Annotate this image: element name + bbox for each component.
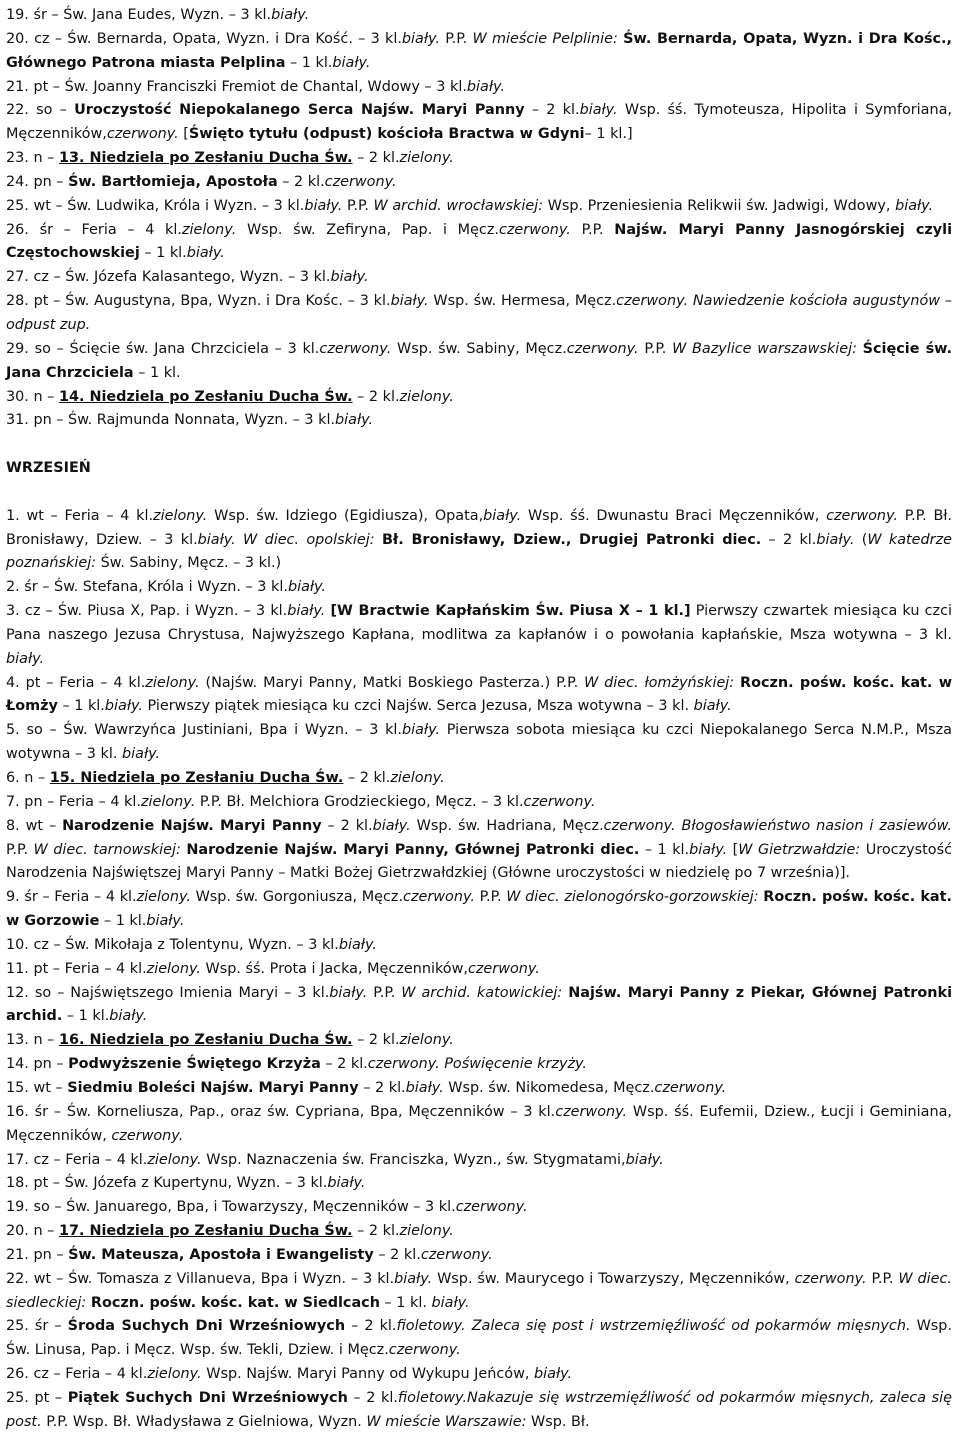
entry-text: – 2 kl. [761, 531, 817, 548]
entry-text: biały. [466, 78, 505, 95]
calendar-entry [6, 1268, 952, 1316]
section-spacer [6, 433, 952, 457]
entry-text: 25. śr – [6, 1318, 68, 1335]
entry-text: biały. [895, 197, 934, 214]
entry-text: czerwony. [566, 340, 639, 357]
entry-text: Zaleca się post i wstrzemięźliwość od pokarmów mięsnych. [471, 1318, 911, 1335]
entry-text: Poświęcenie krzyży. [444, 1056, 588, 1073]
entry-text: biały. [401, 722, 441, 739]
calendar-entry [6, 386, 952, 410]
entry-text: 19. śr – Św. Jana Eudes, Wyzn. – 3 kl. [6, 7, 272, 23]
calendar-entry [6, 1149, 952, 1173]
entry-text: – 1 kl. [133, 364, 181, 381]
entry-text: czerwony. [467, 960, 540, 977]
entry-text: – 2 kl. [347, 1389, 398, 1406]
entry-text: W mieście Pelplinie: [472, 30, 618, 47]
entry-text: zielony. [399, 1223, 454, 1240]
entry-text: 13. n – [6, 1032, 59, 1049]
entry-text: Uroczystość Narodzenia Najświętszej Maryi Panny – Matki Bożej Gietrzwałdzkiej (Główne uroczystości w niedzielę po 7 września)]. [6, 841, 953, 882]
entry-text: Ścięcie św. Jana Chrzciciela [6, 340, 953, 381]
entry-text: Pierwszy czwartek miesiąca ku czci Pana naszego Jezusa Chrystusa, Najwyższego Kapłana, modlitwa za kapłanów i o powołania kapłańskie, Msza wotywna – 3 kl. [6, 603, 952, 643]
entry-text: W diec. siedleckiej: [6, 1270, 952, 1311]
calendar-entry [6, 266, 952, 290]
entry-text: biały. [104, 698, 143, 715]
entry-text: czerwony. [826, 507, 898, 524]
calendar-entry [6, 1196, 952, 1220]
entry-text: Błogosławieństwo nasion i zasiewów. [681, 817, 952, 834]
entry-text: W katedrze poznańskiej: [6, 531, 952, 572]
entry-text: 29. so – Ścięcie św. Jana Chrzciciela – 3 kl. [6, 340, 320, 357]
entry-text: czerwony. [403, 889, 475, 906]
entry-text: Wsp. śś. Dwunastu Braci Męczenników, [521, 507, 827, 524]
entry-text: – 1 kl. [99, 913, 147, 930]
entry-text: 27. cz – Św. Józefa Kalasantego, Wyzn. – 3 kl. [6, 269, 331, 286]
entry-text: – 2 kl. [320, 1056, 368, 1073]
entry-text: czerwony. [555, 1103, 628, 1120]
entry-text: – 1 kl.] [584, 126, 633, 143]
entry-text: 5. so – Św. Wawrzyńca Justiniani, Bpa i Wyzn. – 3 kl. [6, 722, 402, 739]
calendar-entry [6, 1363, 952, 1387]
entry-text: – 2 kl. [352, 150, 400, 167]
calendar-entry [6, 147, 952, 171]
entry-text: [ [178, 126, 189, 143]
entry-text: biały. [304, 197, 343, 214]
entry-text: W diec. zielonogórsko-gorzowskiej: [506, 889, 759, 906]
entry-text: – 1 kl. [639, 841, 690, 858]
entry-text: biały. [122, 746, 161, 763]
entry-text: – 2 kl. [343, 770, 391, 786]
entry-text: 14. pn – [6, 1056, 69, 1073]
entry-text: Uroczystość Niepokalanego Serca Najśw. Maryi Panny [74, 102, 525, 119]
entry-text: 25. pt – [6, 1389, 68, 1406]
entry-text: Św. Sabiny, Męcz. – 3 kl.) [96, 555, 282, 572]
entry-text: biały. [401, 30, 440, 47]
entry-text: Piątek Suchych Dni Wrześniowych [67, 1389, 348, 1406]
entry-text: czerwony. [523, 793, 596, 810]
calendar-entry [6, 409, 952, 433]
entry-text: czerwony. [388, 1342, 461, 1359]
entry-text: W Bazylice warszawskiej: [672, 340, 857, 357]
entry-text: zielony. [181, 221, 237, 238]
entry-text: P.P. Wsp. Bł. Władysława z Gielniowa, Wyzn. [41, 1413, 367, 1430]
entry-text: biały. [327, 1175, 366, 1192]
entry-text: 12. so – Najświętszego Imienia Maryi – 3 kl. [6, 984, 330, 1001]
entry-text: Roczn. pośw. kośc. kat. w Łomży [6, 674, 952, 715]
entry-text: biały. [390, 293, 429, 310]
entry-text: zielony. [145, 674, 200, 691]
entry-text: P.P. Bł. Melchiora Grodzieckiego, Męcz. – 3 kl. [195, 793, 524, 810]
entry-text: 10. cz – Św. Mikołaja z Tolentynu, Wyzn. – 3 kl. [6, 936, 339, 953]
entry-text: czerwony. [324, 173, 397, 190]
entry-text: biały. [394, 1270, 433, 1287]
calendar-entry [6, 1387, 952, 1435]
entry-text: 23. n – [6, 150, 59, 167]
calendar-entry [6, 1077, 952, 1101]
entry-text: – 1 kl. [62, 1008, 110, 1025]
entry-text: [ [727, 841, 739, 858]
entry-text: ( [854, 531, 868, 548]
entry-text: 20. cz – Św. Bernarda, Opata, Wyzn. i Dra Kość. – 3 kl. [6, 30, 402, 47]
entry-text: P.P. [866, 1270, 899, 1287]
entry-text: biały. [335, 412, 374, 429]
calendar-entry [6, 982, 952, 1030]
calendar-entry [6, 4, 952, 28]
entry-text: biały. [332, 54, 371, 71]
entry-text: Św. Bartłomieja, Apostoła [68, 173, 278, 190]
entry-text: czerwony. [319, 340, 392, 357]
entry-text: Wsp. Naznaczenia św. Franciszka, Wyzn., św. Stygmatami, [201, 1151, 626, 1168]
entry-text: 9. śr – Feria – 4 kl. [6, 889, 137, 906]
entry-text: zielony. [399, 388, 454, 405]
entry-text: biały. [287, 603, 326, 620]
entry-text: biały. [146, 913, 185, 930]
entry-text: 4. pt – Feria – 4 kl. [6, 674, 146, 691]
entry-text: 1. wt – Feria – 4 kl. [6, 507, 154, 524]
entry-text: Nawiedzenie kościoła augustynów – odpust zup. [6, 293, 952, 333]
calendar-entry [6, 1053, 952, 1077]
calendar-entry [6, 719, 952, 767]
entry-text: Najśw. Maryi Panny Jasnogórskiej czyli Częstochowskiej [6, 221, 953, 262]
entry-text: Wsp. św. Hadriana, Męcz. [410, 817, 604, 834]
entry-text: P.P. [570, 221, 615, 238]
entry-text: biały. [816, 531, 855, 548]
entry-text: P.P. [342, 197, 374, 214]
entry-text: Wsp. Przeniesienia Relikwii św. Jadwigi, Wdowy, [543, 197, 896, 214]
entry-text: – 2 kl. [352, 1223, 400, 1240]
entry-text: fioletowy. [396, 1318, 466, 1335]
entry-text: 31. pn – Św. Rajmunda Nonnata, Wyzn. – 3 kl. [6, 412, 336, 429]
entry-text: – 1 kl. [57, 698, 105, 715]
calendar-entry [6, 1220, 952, 1244]
entry-text [236, 532, 243, 548]
entry-text: biały. [109, 1008, 148, 1025]
entry-text: biały. [287, 579, 326, 596]
entry-text: czerwony. [603, 817, 676, 834]
calendar-entry [6, 338, 952, 386]
entry-text: biały. [689, 841, 728, 858]
entry-text: czerwony. [498, 221, 571, 238]
entry-text: [W Bractwie Kapłańskim Św. Piusa X – 1 kl.] [330, 603, 691, 620]
entry-text: czerwony. [420, 1246, 493, 1263]
entry-text: W archid. katowickiej: [401, 984, 563, 1001]
entry-text: 17. cz – Feria – 4 kl. [6, 1151, 148, 1168]
calendar-entry [6, 1101, 952, 1149]
entry-text: 20. n – [6, 1223, 59, 1240]
entry-text: Wsp. śś. Prota i Jacka, Męczenników, [200, 960, 468, 977]
entry-text: Narodzenie Najśw. Maryi Panny [62, 817, 322, 834]
entry-text: 16. Niedziela po Zesłaniu Ducha Św. [58, 1032, 353, 1049]
entry-text: P.P. [6, 841, 34, 858]
entry-text: P.P. Bł. Bronisławy, Dziew. – 3 kl. [6, 507, 952, 548]
entry-text: czerwony. [111, 1127, 184, 1144]
entry-text: czerwony. [654, 1079, 727, 1096]
entry-text: Podwyższenie Świętego Krzyża [68, 1056, 321, 1073]
entry-text: czerwony. [616, 293, 689, 310]
entry-text: 25. wt – Św. Ludwika, Króla i Wyzn. – 3 kl. [6, 197, 305, 214]
entry-text: biały. [579, 102, 618, 119]
calendar-entry [6, 576, 952, 600]
entry-text: 7. pn – Feria – 4 kl. [6, 793, 141, 810]
entry-text: biały. [197, 531, 236, 548]
entry-text: Wsp. śś. Eufemii, Dziew., Łucji i Geminiana, Męczenników, [6, 1103, 952, 1144]
entry-text: – 2 kl. [352, 1032, 400, 1049]
entry-text: 17. Niedziela po Zesłaniu Ducha Św. [58, 1223, 353, 1240]
entry-text: zielony. [136, 889, 191, 906]
entry-text: biały. [338, 936, 377, 953]
calendar-entry [6, 767, 952, 791]
entry-text: 13. Niedziela po Zesłaniu Ducha Św. [58, 150, 353, 167]
entry-text: W mieście Warszawie: [366, 1413, 527, 1430]
entry-text: Roczn. pośw. kośc. kat. w Gorzowie [6, 889, 952, 930]
calendar-entry [6, 1029, 952, 1053]
entry-text: W diec. tarnowskiej: [33, 841, 181, 858]
entry-text: 6. n – [6, 770, 50, 786]
calendar-entry [6, 505, 952, 577]
entry-text: Pierwszy piątek miesiąca ku czci Najśw. Serca Jezusa, Msza wotywna – 3 kl. [142, 698, 694, 715]
entry-text: biały. [431, 1294, 470, 1311]
entry-text: zielony. [399, 150, 454, 167]
entry-text: – 2 kl. [358, 1079, 406, 1096]
entry-text: 15. wt – [6, 1079, 68, 1096]
entry-text: 11. pt – Feria – 4 kl. [6, 960, 147, 977]
calendar-entry [6, 815, 952, 887]
entry-text: 26. śr – Feria – 4 kl. [6, 221, 182, 238]
calendar-entry [6, 1172, 952, 1196]
entry-text: zielony. [153, 507, 208, 524]
entry-text: 22. so – [6, 102, 75, 119]
september-heading: WRZESIEŃ [6, 460, 91, 477]
entry-text: 22. wt – Św. Tomasza z Villanueva, Bpa i Wyzn. – 3 kl. [6, 1270, 395, 1287]
entry-text: Wsp. Św. Linusa, Pap. i Męcz. Wsp. św. Tekli, Dziew. i Męcz. [6, 1318, 953, 1359]
entry-text: – 2 kl. [321, 817, 373, 834]
entry-text: 21. pt – Św. Joanny Franciszki Fremiot de Chantal, Wdowy – 3 kl. [6, 78, 467, 95]
entry-text: – 2 kl. [524, 102, 580, 119]
entry-text: W archid. wrocławskiej: [373, 197, 544, 214]
entry-text: biały. [534, 1366, 573, 1383]
entry-text: biały. [405, 1079, 444, 1096]
entry-text: 26. cz – Feria – 4 kl. [6, 1366, 148, 1383]
entry-text: czerwony. [455, 1199, 528, 1216]
entry-text: – 1 kl. [379, 1294, 432, 1311]
entry-text: Święto tytułu (odpust) kościoła Bractwa w Gdyni [188, 126, 585, 143]
entry-text: biały. [6, 650, 45, 667]
calendar-entry [6, 28, 952, 76]
entry-text: czerwony. [106, 126, 179, 143]
entry-text: biały. [271, 7, 310, 23]
entry-text: (Najśw. Maryi Panny, Matki Boskiego Pasterza.) P.P. [199, 674, 585, 691]
entry-text: – 2 kl. [277, 173, 325, 190]
entry-text: – 1 kl. [139, 245, 187, 262]
entry-text: czerwony. [367, 1056, 440, 1073]
calendar-entry [6, 99, 952, 147]
entry-text: Bł. Bronisławy, Dziew., Drugiej Patronki diec. [381, 531, 762, 548]
entry-text: Wsp. Bł. [526, 1413, 590, 1430]
entry-text: Pierwsza sobota miesiąca ku czci Niepokalanego Serca N.M.P., Msza wotywna – 3 kl. [6, 722, 952, 763]
entry-text: Wsp. św. Gorgoniusza, Męcz. [190, 889, 404, 906]
entry-text: Roczn. pośw. kośc. kat. w Siedlcach [90, 1294, 380, 1311]
entry-text: 28. pt – Św. Augustyna, Bpa, Wyzn. i Dra Kośc. – 3 kl. [6, 293, 391, 310]
august-entries [6, 4, 952, 433]
entry-text: Wsp. św. Zefiryna, Pap. i Męcz. [236, 221, 499, 238]
entry-text: 18. pt – Św. Józefa z Kupertynu, Wyzn. – 3 kl. [6, 1175, 328, 1192]
entry-text: Nakazuje się wstrzemięźliwość od pokarmów mięsnych, zaleca się post. [6, 1389, 952, 1430]
entry-text: 19. so – Św. Januarego, Bpa, i Towarzyszy, Męczenników – 3 kl. [6, 1199, 456, 1216]
entry-text: W Gietrzwałdzie: [738, 841, 861, 858]
calendar-entry [6, 600, 952, 672]
calendar-entry [6, 76, 952, 100]
calendar-entry [6, 958, 952, 982]
calendar-entry [6, 934, 952, 958]
entry-text: biały. [693, 698, 732, 715]
entry-text: Wsp. św. Idziego (Egidiusza), Opata, [207, 507, 484, 524]
entry-text: zielony. [140, 793, 196, 810]
entry-text: P.P. [474, 889, 507, 906]
entry-text: P.P. [638, 340, 673, 357]
calendar-entry [6, 290, 952, 338]
entry-text: zielony. [147, 1151, 202, 1168]
calendar-entry [6, 219, 952, 267]
entry-text: – 1 kl. [285, 54, 333, 71]
entry-text: 30. n – [6, 388, 59, 405]
entry-text: Wsp. św. Nikomedesa, Męcz. [443, 1079, 655, 1096]
entry-text: W diec. opolskiej: [243, 531, 375, 548]
calendar-entry [6, 672, 952, 720]
entry-text: 8. wt – [6, 817, 63, 834]
entry-text: Wsp. Najśw. Maryi Panny od Wykupu Jeńców, [201, 1366, 535, 1383]
entry-text: Siedmiu Boleści Najśw. Maryi Panny [67, 1079, 359, 1096]
entry-text: zielony. [390, 770, 445, 786]
entry-text: biały. [625, 1151, 664, 1168]
entry-text: biały. [329, 984, 368, 1001]
entry-text: 15. Niedziela po Zesłaniu Ducha Św. [49, 770, 344, 786]
entry-text: Św. Mateusza, Apostoła i Ewangelisty [68, 1246, 374, 1263]
entry-text: Narodzenie Najśw. Maryi Panny, Głównej Patronki diec. [186, 841, 640, 858]
calendar-entry [6, 1244, 952, 1268]
entry-text: biały. [372, 817, 411, 834]
entry-text: biały. [483, 507, 522, 524]
calendar-entry [6, 886, 952, 934]
september-entries [6, 505, 952, 1435]
entry-text: 2. śr – Św. Stefana, Króla i Wyzn. – 3 kl. [6, 579, 288, 596]
entry-text: – 2 kl. [373, 1246, 421, 1263]
entry-text: Środa Suchych Dni Wrześniowych [67, 1318, 346, 1335]
entry-text: 16. śr – Św. Korneliusza, Pap., oraz św. Cypriana, Bpa, Męczenników – 3 kl. [6, 1103, 556, 1120]
entry-text: biały. [186, 245, 225, 262]
entry-text: Wsp. św. Sabiny, Męcz. [391, 340, 567, 357]
entry-text: W diec. łomżyńskiej: [584, 674, 735, 691]
entry-text: zielony. [146, 960, 201, 977]
entry-text: P.P. [439, 30, 473, 47]
entry-text: czerwony. [794, 1270, 867, 1287]
entry-text: biały. [330, 269, 369, 286]
entry-text: 21. pn – [6, 1246, 69, 1263]
entry-text: 14. Niedziela po Zesłaniu Ducha Św. [58, 388, 353, 405]
entry-text: 24. pn – [6, 173, 69, 190]
entry-text: Najśw. Maryi Panny z Piekar, Głównej Patronki archid. [6, 984, 953, 1025]
entry-text: Wsp. śś. Tymoteusza, Hipolita i Symforiana, Męczenników, [6, 102, 952, 143]
entry-text: zielony. [399, 1032, 454, 1049]
entry-text: Św. Bernarda, Opata, Wyzn. i Dra Kośc., Głównego Patrona miasta Pelplina [6, 30, 952, 71]
entry-text: fioletowy. [397, 1389, 468, 1406]
entry-text: – 2 kl. [345, 1318, 397, 1335]
entry-text: P.P. [367, 984, 402, 1001]
calendar-entry [6, 791, 952, 815]
section-spacer [6, 481, 952, 505]
calendar-entry [6, 1315, 952, 1363]
entry-text: – 2 kl. [352, 388, 400, 405]
calendar-entry [6, 171, 952, 195]
entry-text: Wsp. św. Maurycego i Towarzyszy, Męczenników, [432, 1270, 795, 1287]
entry-text [375, 532, 382, 548]
entry-text: 3. cz – Św. Piusa X, Pap. i Wyzn. – 3 kl. [6, 603, 288, 620]
entry-text: Wsp. św. Hermesa, Męcz. [428, 293, 617, 310]
entry-text: zielony. [147, 1366, 202, 1383]
calendar-entry [6, 195, 952, 219]
